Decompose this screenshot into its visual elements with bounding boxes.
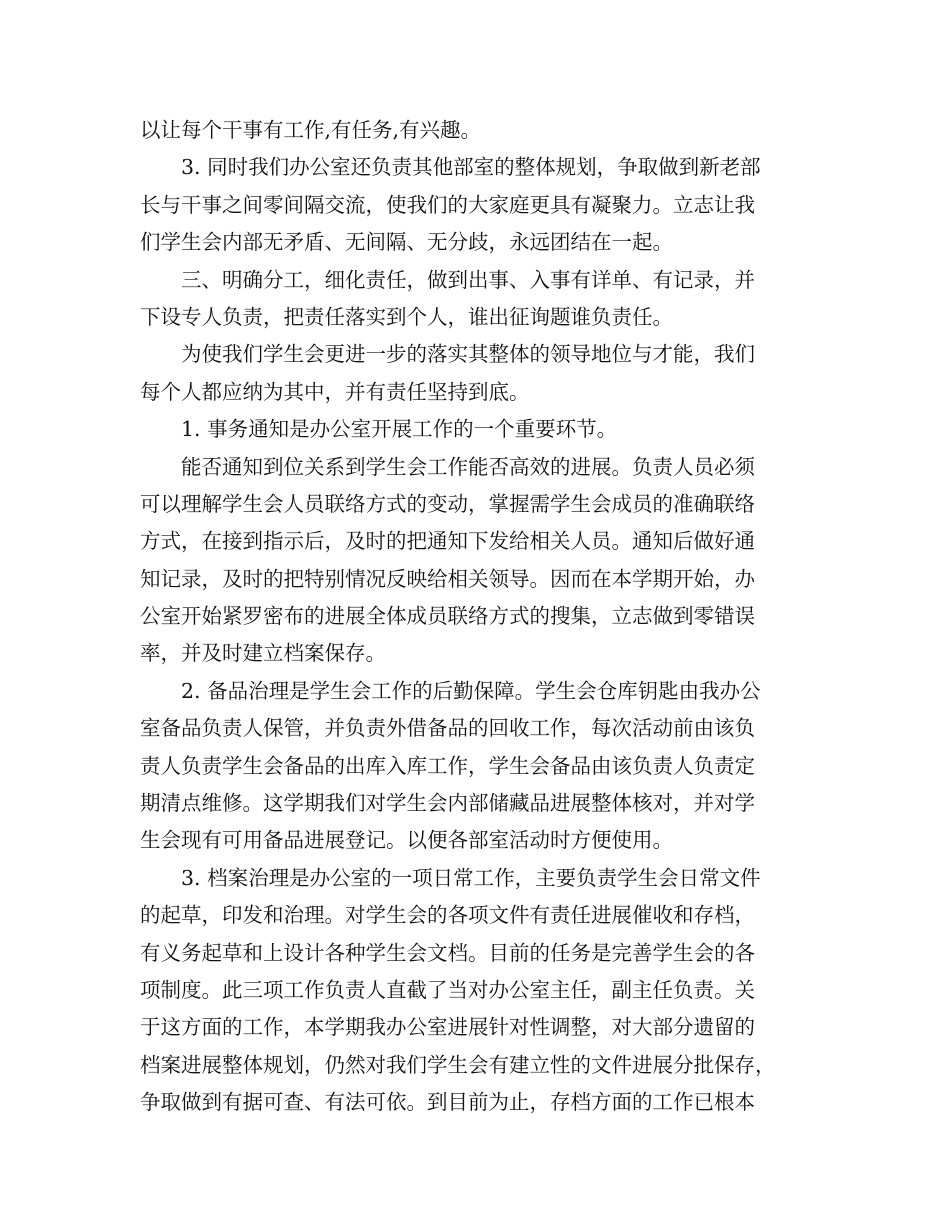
text-line: 1. 事务通知是办公室开展工作的一个重要环节。 bbox=[181, 417, 618, 442]
text-line: 下设专人负责，把责任落实到个人，谁出征询题谁负责任。 bbox=[140, 304, 673, 329]
text-line: 争取做到有据可查、有法可依。到目前为止，存档方面的工作已根本 bbox=[140, 1090, 755, 1115]
text-line: 率，并及时建立档案保存。 bbox=[140, 641, 386, 666]
text-line: 公室开始紧罗密布的进展全体成员联络方式的搜集，立志做到零错误 bbox=[140, 604, 755, 629]
text-line: 可以理解学生会人员联络方式的变动，掌握需学生会成员的准确联络 bbox=[140, 491, 755, 516]
text-line: 以让每个干事有工作,有任务,有兴趣。 bbox=[140, 118, 482, 142]
text-line: 知记录，及时的把特别情况反映给相关领导。因而在本学期开始，办 bbox=[140, 566, 755, 591]
text-line: 三、明确分工，细化责任，做到出事、入事有详单、有记录，并 bbox=[181, 267, 755, 292]
text-line: 于这方面的工作，本学期我办公室进展针对性调整，对大部分遗留的 bbox=[140, 1015, 755, 1040]
text-line: 能否通知到位关系到学生会工作能否高效的进展。负责人员必须 bbox=[181, 454, 755, 479]
text-line: 项制度。此三项工作负责人直截了当对办公室主任，副主任负责。关 bbox=[140, 977, 755, 1002]
text-line: 期清点维修。这学期我们对学生会内部储藏品进展整体核对，并对学 bbox=[140, 791, 755, 816]
text-line: 责人负责学生会备品的出库入库工作，学生会备品由该负责人负责定 bbox=[140, 753, 755, 778]
text-line: 室备品负责人保管，并负责外借备品的回收工作，每次活动前由该负 bbox=[140, 716, 755, 741]
text-line: 的起草，印发和治理。对学生会的各项文件有责任进展催收和存档， bbox=[140, 903, 755, 928]
text-line: 档案进展整体规划，仍然对我们学生会有建立性的文件进展分批保存， bbox=[140, 1052, 776, 1077]
text-line: 为使我们学生会更进一步的落实其整体的领导地位与才能，我们 bbox=[181, 342, 755, 367]
text-line: 每个人都应纳为其中，并有责任坚持到底。 bbox=[140, 379, 530, 404]
text-line: 3. 同时我们办公室还负责其他部室的整体规划，争取做到新老部 bbox=[181, 155, 761, 180]
text-line: 2. 备品治理是学生会工作的后勤保障。学生会仓库钥匙由我办公 bbox=[181, 678, 761, 703]
text-line: 3. 档案治理是办公室的一项日常工作，主要负责学生会日常文件 bbox=[181, 865, 761, 890]
text-line: 方式，在接到指示后，及时的把通知下发给相关人员。通知后做好通 bbox=[140, 529, 755, 554]
text-line: 们学生会内部无矛盾、无间隔、无分歧，永远团结在一起。 bbox=[140, 230, 673, 255]
text-line: 生会现有可用备品进展登记。以便各部室活动时方便使用。 bbox=[140, 828, 673, 853]
text-line: 有义务起草和上设计各种学生会文档。目前的任务是完善学生会的各 bbox=[140, 940, 755, 965]
text-line: 长与干事之间零间隔交流，使我们的大家庭更具有凝聚力。立志让我 bbox=[140, 192, 755, 217]
document-body bbox=[140, 112, 820, 1122]
